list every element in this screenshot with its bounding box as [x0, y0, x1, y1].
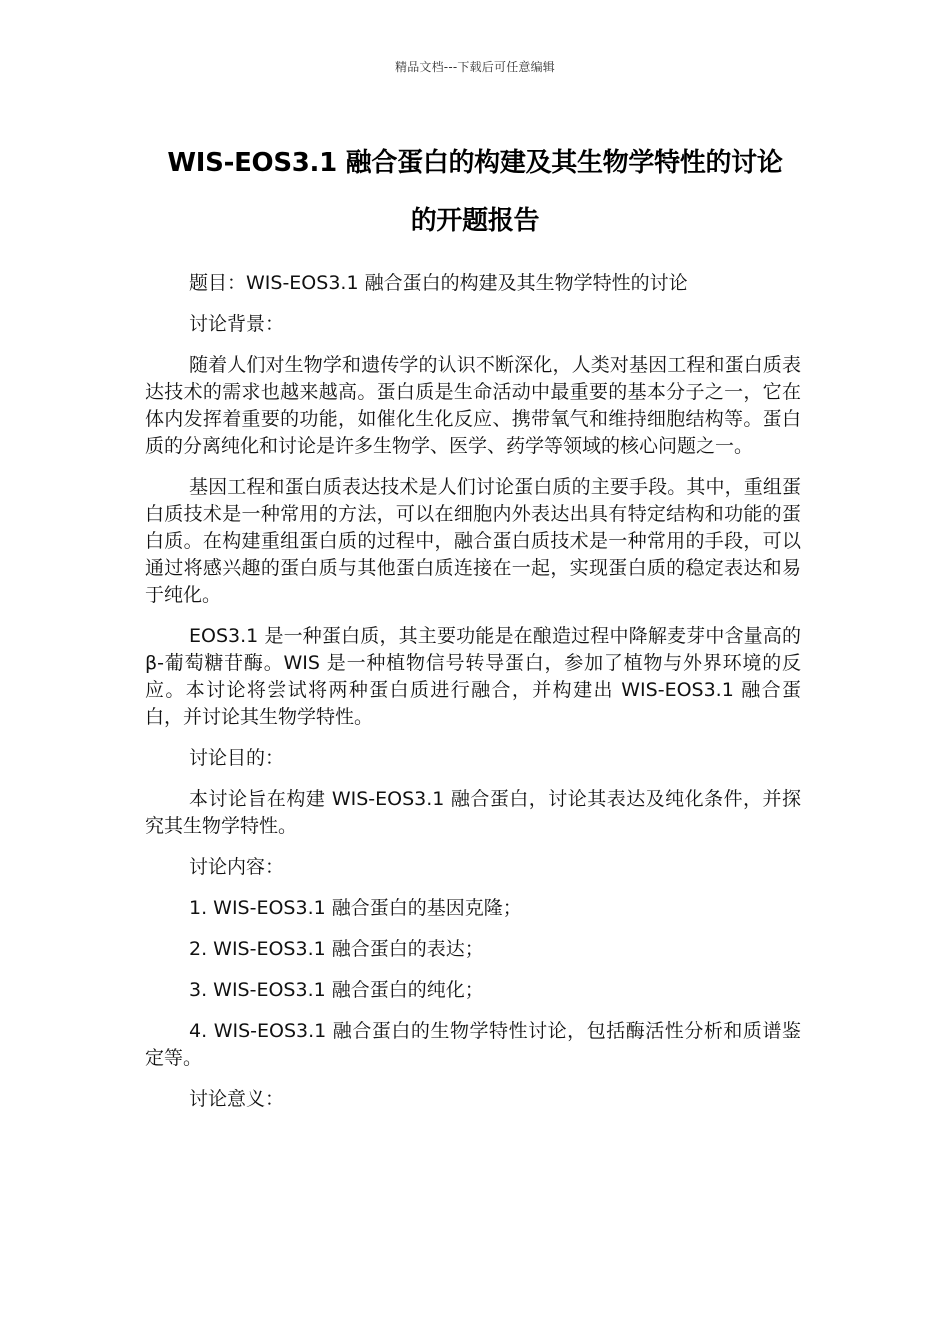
- title-line-1: WIS-EOS3.1 融合蛋白的构建及其生物学特性的讨论: [167, 148, 783, 178]
- content-item-1: 1. WIS-EOS3.1 融合蛋白的基因克隆；: [189, 897, 522, 919]
- document-body: [145, 270, 801, 1127]
- title-line-2: 的开题报告: [410, 206, 540, 236]
- background-paragraph-1: 随着人们对生物学和遗传学的认识不断深化，人类对基因工程和蛋白质表达技术的需求也越来越高。蛋白质是生命活动中最重要的基本分子之一，它在体内发挥着重要的功能，如催化生化反应、携带氧气和维持细胞结构等。蛋白质的分离纯化和讨论是许多生物学、医学、药学等领域的核心问题之一。: [145, 354, 801, 457]
- document-title: [120, 134, 830, 250]
- background-paragraph-3: EOS3.1 是一种蛋白质，其主要功能是在酿造过程中降解麦芽中含量高的 β-葡萄糖苷酶。WIS 是一种植物信号转导蛋白，参加了植物与外界环境的反应。本讨论将尝试将两种蛋白质进行融合，并构建出 WIS-EOS3.1 融合蛋白，并讨论其生物学特性。: [145, 625, 801, 728]
- topic-paragraph: 题目：WIS-EOS3.1 融合蛋白的构建及其生物学特性的讨论: [189, 272, 688, 294]
- significance-label: 讨论意义：: [189, 1088, 285, 1110]
- background-paragraph-2: 基因工程和蛋白质表达技术是人们讨论蛋白质的主要手段。其中，重组蛋白质技术是一种常用的方法，可以在细胞内外表达出具有特定结构和功能的蛋白质。在构建重组蛋白质的过程中，融合蛋白质技术是一种常用的手段，可以通过将感兴趣的蛋白质与其他蛋白质连接在一起，实现蛋白质的稳定表达和易于纯化。: [145, 476, 801, 606]
- content-item-2: 2. WIS-EOS3.1 融合蛋白的表达；: [189, 938, 484, 960]
- header-note: 精品文档---下载后可任意编辑: [395, 60, 555, 74]
- purpose-paragraph: 本讨论旨在构建 WIS-EOS3.1 融合蛋白，讨论其表达及纯化条件，并探究其生物学特性。: [145, 788, 801, 837]
- content-label: 讨论内容：: [189, 856, 285, 878]
- background-label: 讨论背景：: [189, 313, 285, 335]
- content-item-3: 3. WIS-EOS3.1 融合蛋白的纯化；: [189, 979, 484, 1001]
- purpose-label: 讨论目的：: [189, 747, 285, 769]
- content-item-4: 4. WIS-EOS3.1 融合蛋白的生物学特性讨论，包括酶活性分析和质谱鉴定等。: [145, 1020, 801, 1069]
